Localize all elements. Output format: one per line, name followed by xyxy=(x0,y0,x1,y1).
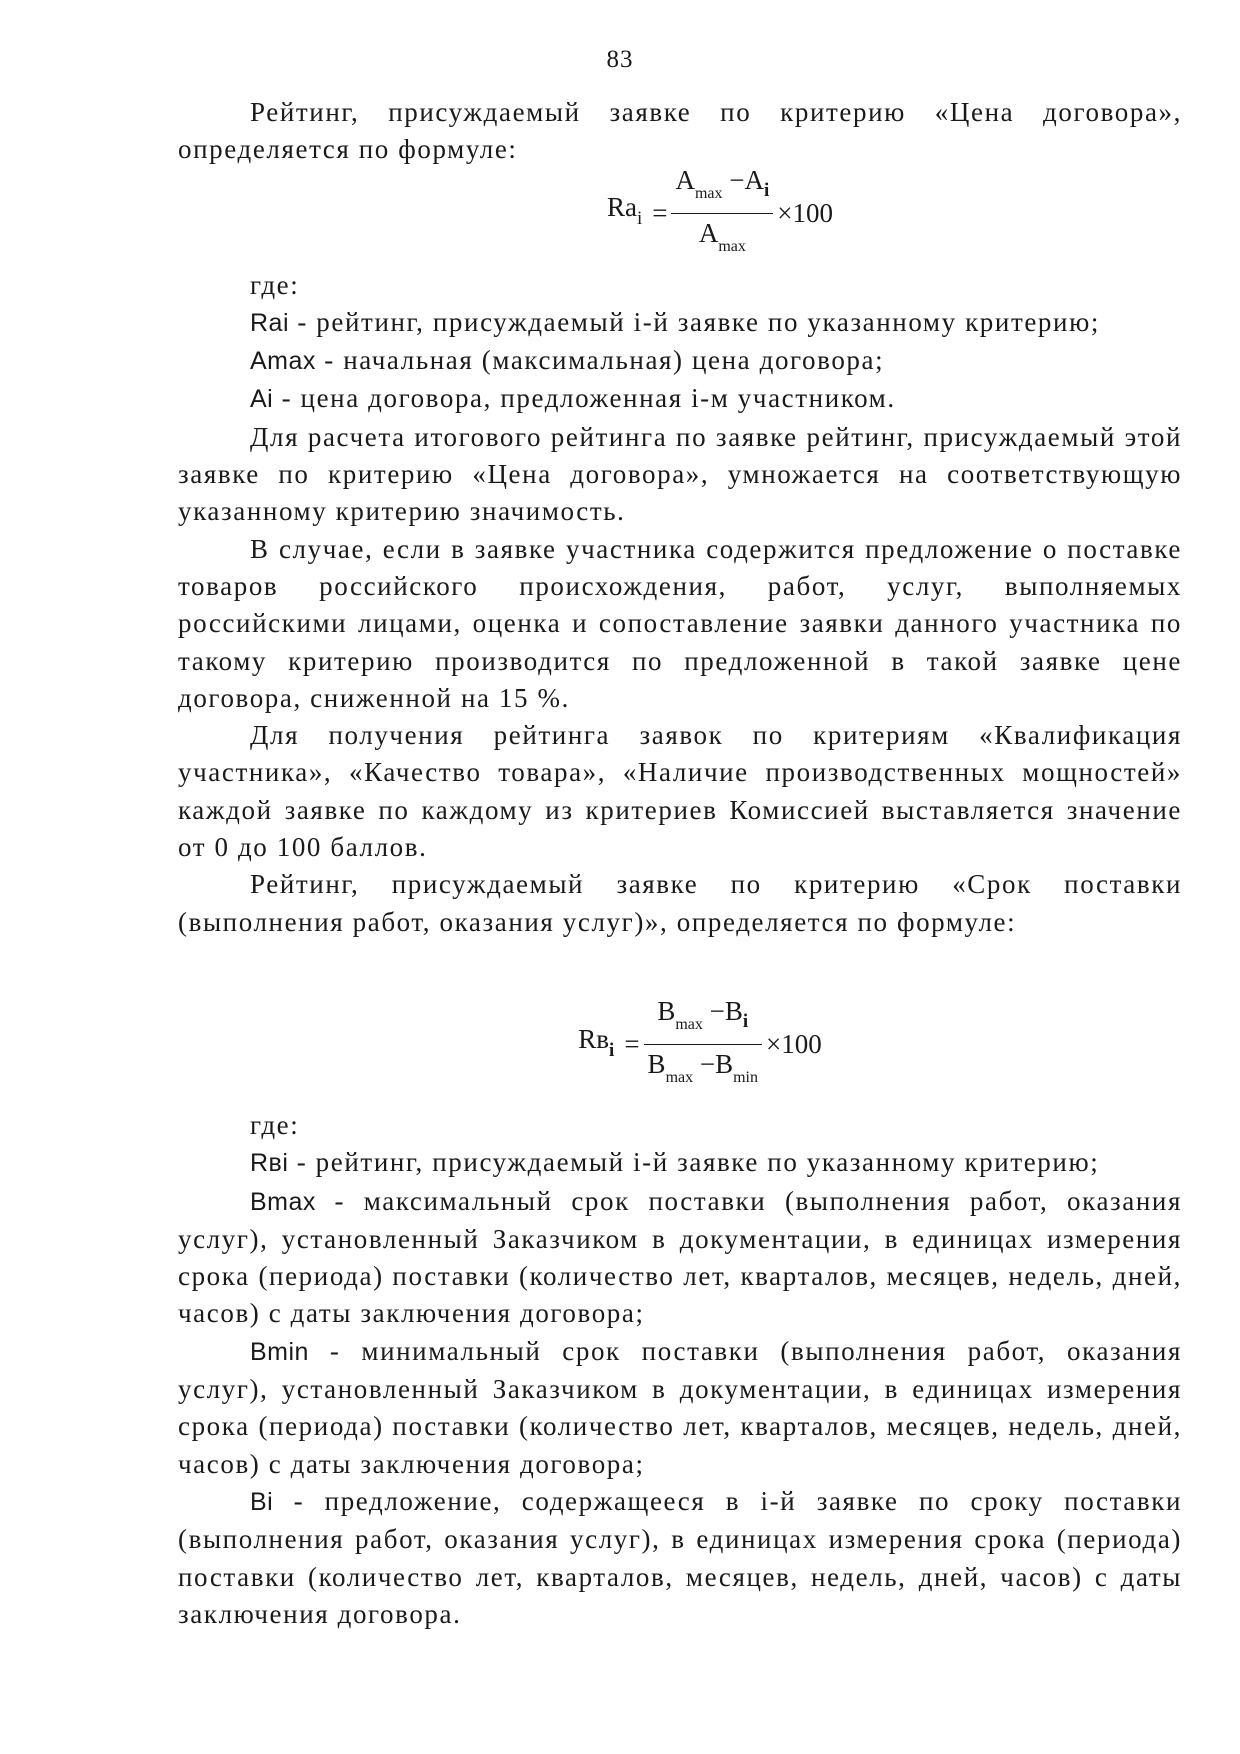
term-amax: Amax xyxy=(250,347,316,376)
paragraph-final-rating: Для расчета итогового рейтинга по заявке рейтинг, присуждаемый этой заявке по критерию «Цена договора», умножается на соответствующую указанному критерию значимость. xyxy=(178,421,1182,527)
definition-bi-text: - предложение, содержащееся в i-й заявке по сроку поставки (выполнения работ, оказания услуг), в единицах измерения срока (периода) поставки (количество лет, кварталов, месяцев, недель, дней, часов) с даты заключения договора. xyxy=(178,1485,1182,1629)
term-ai: Ai xyxy=(250,385,274,414)
paragraph-price-rating-intro: Рейтинг, присуждаемый заявке по критерию «Цена договора», определяется по формуле: xyxy=(178,97,1182,165)
definition-amax xyxy=(178,342,1182,380)
definition-ai xyxy=(178,380,1182,418)
formula1-multiplier: ×100 xyxy=(777,197,834,228)
formula2-numerator: $B_{max} -B_i$ xyxy=(657,996,749,1034)
paragraph-russian-origin: В случае, если в заявке участника содержится предложение о поставке товаров российского происхождения, работ, услуг, выполняемых российскими лицами, оценка и сопоставление заявки данного участника по такому критерию производится по предложенной в такой заявке цене договора, сниженной на 15 %. xyxy=(178,533,1182,713)
definition-bmax-text: - максимальный срок поставки (выполнения работ, оказания услуг), установленный Заказчиком в документации, в единицах измерения срока (периода) поставки (количество лет, кварталов, месяцев, недель, дней, часов) с даты заключения договора; xyxy=(178,1185,1182,1329)
formula2-equals: = xyxy=(624,1029,640,1060)
definition-bi xyxy=(178,1483,1182,1633)
term-bi: Bi xyxy=(250,1487,274,1516)
definition-rbi xyxy=(178,1144,1182,1182)
formula1-fraction-bar xyxy=(671,213,773,214)
definition-amax-text: - начальная (максимальная) цена договора; xyxy=(315,345,885,376)
formula2-multiplier: ×100 xyxy=(766,1029,822,1060)
document-body xyxy=(178,94,1182,1633)
term-rai: Rai xyxy=(250,308,290,337)
definition-bmin xyxy=(178,1333,1182,1483)
formula1-numerator: $A_{max} -A_i$ xyxy=(675,165,770,203)
term-bmin: Bmin xyxy=(250,1337,309,1366)
definition-ai-text: - цена договора, предложенная i-м участником. xyxy=(273,383,896,414)
formula2-fraction xyxy=(644,994,762,1095)
page-number: 83 xyxy=(606,46,634,73)
formula1-lhs: $Ra_i$ xyxy=(606,192,643,230)
definition-rai-text: - рейтинг, присуждаемый i-й заявке по указанному критерию; xyxy=(289,306,1100,337)
definition-bmin-text: - минимальный срок поставки (выполнения работ, оказания услуг), установленный Заказчиком в документации, в единицах измерения срока (периода) поставки (количество лет, кварталов, месяцев, недель, дней, часов) с даты заключения договора; xyxy=(178,1335,1182,1479)
formula-price-rating xyxy=(258,165,1182,263)
definition-rbi-text: - рейтинг, присуждаемый i-й заявке по указанному критерию; xyxy=(288,1147,1100,1178)
formula2-denominator: $B_{max} -B_{min}$ xyxy=(647,1049,758,1087)
definition-bmax xyxy=(178,1183,1182,1333)
formula2-fraction-bar xyxy=(644,1044,762,1045)
definition-rai xyxy=(178,304,1182,342)
formula1-equals: = xyxy=(652,197,668,228)
formula1-fraction xyxy=(671,163,773,264)
term-bmax: Bmax xyxy=(250,1187,316,1216)
paragraph-qualification-criteria: Для получения рейтинга заявок по критериям «Квалификация участника», «Качество товара», «Наличие производственных мощностей» каждой заявке по каждому из критериев Комиссией выставляется значение от 0 до 100 баллов. xyxy=(178,720,1182,863)
paragraph-delivery-term-intro: Рейтинг, присуждаемый заявке по критерию «Срок поставки (выполнения работ, оказания услуг)», определяется по формуле: xyxy=(178,869,1182,937)
formula1-denominator: $A_{max}$ xyxy=(698,218,746,256)
term-rbi: Rвi xyxy=(250,1149,289,1178)
where-label-2: где: xyxy=(250,1109,300,1140)
where-label-1: где: xyxy=(250,269,300,300)
formula2-lhs: $Rв_i$ xyxy=(578,1023,615,1061)
formula-delivery-rating xyxy=(218,989,1182,1101)
